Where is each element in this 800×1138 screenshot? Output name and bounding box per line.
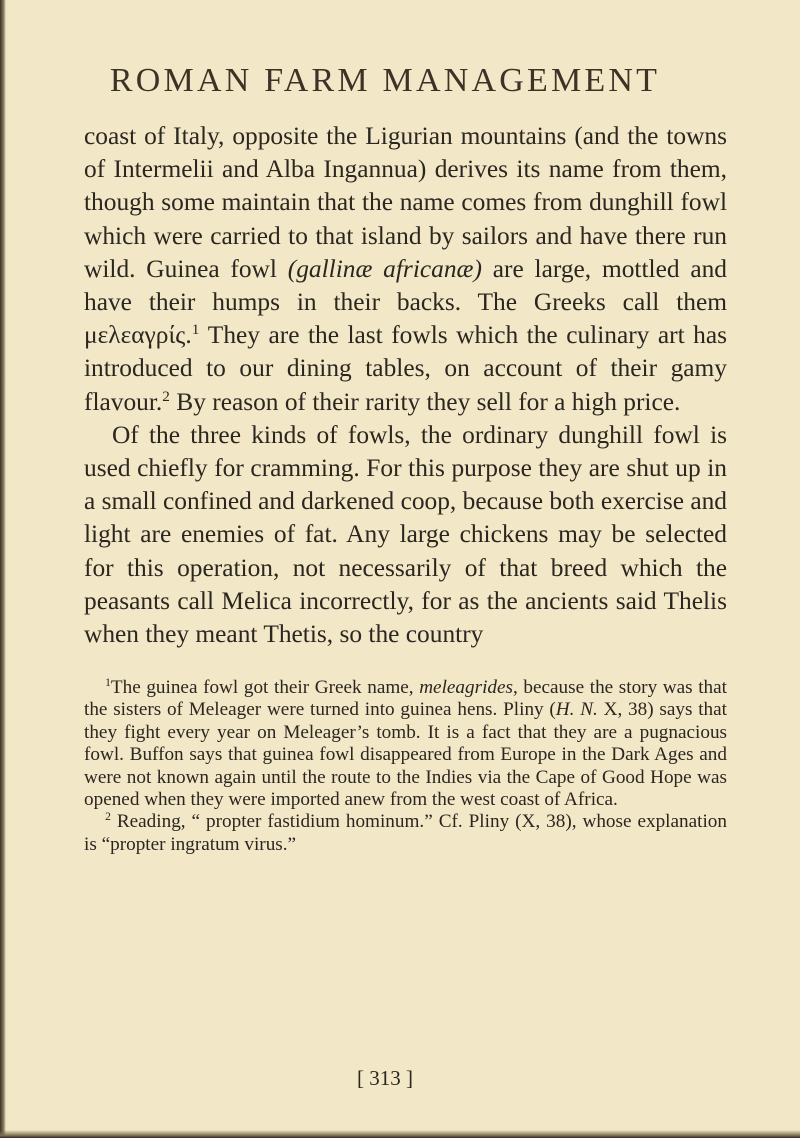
footnotes bbox=[84, 677, 727, 856]
running-head: ROMAN FARM MANAGEMENT bbox=[109, 62, 661, 99]
text-run: coast of Italy, opposite the Ligurian mountains (and the towns of Intermelii and Alba Ingannua) derives its name from them, though some maintain that the name comes from dunghill fowl which were carried to that island by sailors and have there run wild. Guinea fowl bbox=[84, 122, 727, 283]
italic-text: meleagrides bbox=[419, 677, 513, 698]
footnote-marker: 2 bbox=[162, 387, 170, 405]
text-run: By reason of their rarity they sell for a high price. bbox=[169, 387, 681, 416]
page-bottom-edge bbox=[0, 1130, 800, 1138]
binding-edge bbox=[0, 0, 6, 1138]
text-run: , because the story was that the sisters of Meleager were turned into guinea hens. Pliny ( bbox=[84, 677, 727, 721]
text-run: are large, mottled and have their humps in their backs. The Greeks call them bbox=[84, 254, 727, 317]
text-run: X, 38) says that they fight every year on Meleager’s tomb. It is a fact that they are a pugnacious fowl. Buffon says that guinea fowl disappeared from Europe in the Dark Ages and were not known again until the route to the Indies via the Cape of Good Hope was opened when they were imported anew from the west coast of Africa. bbox=[84, 699, 727, 811]
text-run: μελεαγρίς. bbox=[84, 321, 192, 350]
footnote-marker: 2 bbox=[105, 811, 111, 824]
text-run: The guinea fowl got their Greek name, bbox=[110, 677, 420, 698]
text-run: They are the last fowls which the culinary art has introduced to our dining tables, on account of their gamy flavour. bbox=[84, 321, 727, 416]
text-run: Of the three kinds of fowls, the ordinary dunghill fowl is used chiefly for cramming. For this purpose they are shut up in a small confined and darkened coop, because both exercise and light are enemies of fat. Any large chickens may be selected for this operation, not necessarily of that breed which the peasants call Melica incorrectly, for as the ancients said Thelis when they meant Thetis, so the country bbox=[84, 420, 727, 649]
footnote-marker: 1 bbox=[191, 321, 200, 339]
italic-text: H. N. bbox=[555, 699, 598, 721]
footnote bbox=[84, 811, 727, 856]
paragraph bbox=[84, 419, 727, 651]
text-run: Reading, “ propter fastidium hominum.” Cf. Pliny (X, 38), whose explanation is “propter ingratum virus.” bbox=[84, 811, 727, 855]
body-text bbox=[84, 120, 727, 651]
italic-text: (gallinæ africanæ) bbox=[287, 254, 482, 283]
footnote-marker: 1 bbox=[105, 677, 111, 690]
paragraph bbox=[84, 120, 727, 419]
footnote bbox=[84, 677, 727, 811]
page-number: [ 313 ] bbox=[357, 1066, 413, 1090]
